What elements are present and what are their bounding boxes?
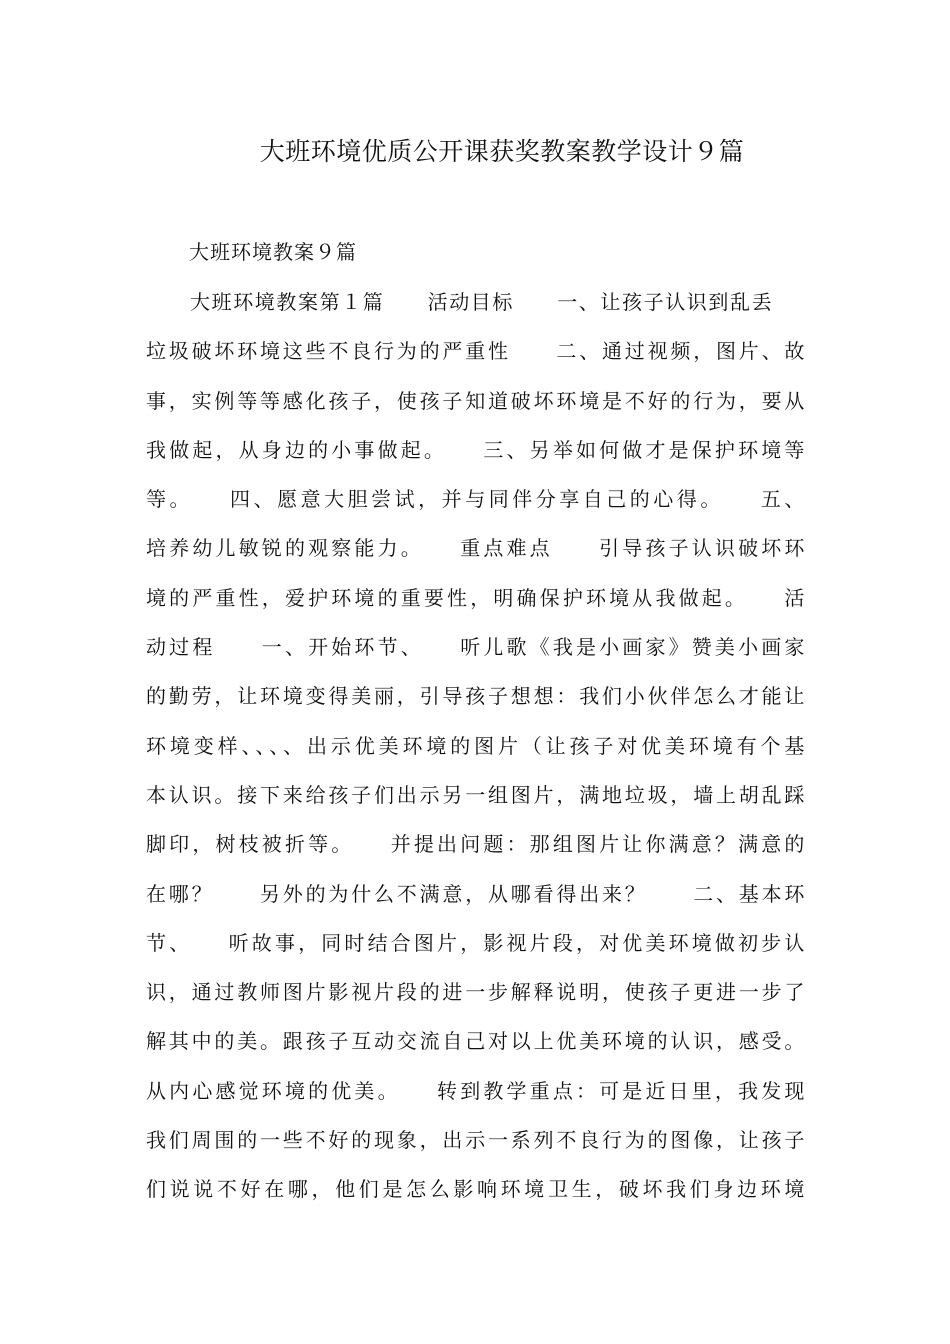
body-line: 我们周围的一些不好的现象，出示一系列不良行为的图像，让孩子	[146, 1128, 806, 1153]
body-line: 环境变样、、、、出示优美环境的图片（让孩子对优美环境有个基	[146, 733, 806, 758]
body-line: 动过程 一、开始环节、 听儿歌《我是小画家》赞美小画家	[146, 635, 806, 660]
body-line: 大班环境教案第１篇 活动目标 一、让孩子认识到乱丢	[190, 290, 774, 314]
body-line: 本认识。接下来给孩子们出示另一组图片，满地垃圾，墙上胡乱踩	[146, 782, 806, 807]
body-line: 脚印，树枝被折等。 并提出问题：那组图片让你满意？满意的	[146, 832, 806, 857]
body-line: 培养幼儿敏锐的观察能力。 重点难点 引导孩子认识破坏环	[146, 536, 806, 561]
body-line: 从内心感觉环境的优美。 转到教学重点：可是近日里，我发现	[146, 1078, 806, 1103]
body-line: 节、 听故事，同时结合图片，影视片段，对优美环境做初步认	[146, 930, 806, 955]
body-line: 们说说不好在哪，他们是怎么影响环境卫生，破坏我们身边环境	[146, 1177, 806, 1202]
document-subtitle: 大班环境教案９篇	[189, 240, 357, 264]
document-title: 大班环境优质公开课获奖教案教学设计９篇	[259, 137, 745, 166]
body-line: 在哪？ 另外的为什么不满意，从哪看得出来？ 二、基本环	[146, 881, 806, 906]
body-line: 事，实例等等感化孩子，使孩子知道破坏环境是不好的行为，要从	[146, 388, 806, 413]
body-line: 垃圾破坏环境这些不良行为的严重性 二、通过视频，图片、故	[146, 339, 806, 364]
body-line: 境的严重性，爱护环境的重要性，明确保护环境从我做起。 活	[146, 585, 806, 610]
body-line: 解其中的美。跟孩子互动交流自己对以上优美环境的认识，感受。	[146, 1029, 806, 1054]
body-text	[146, 282, 806, 1219]
body-line: 等。 四、愿意大胆尝试，并与同伴分享自己的心得。 五、	[146, 487, 806, 512]
body-line: 的勤劳，让环境变得美丽，引导孩子想想：我们小伙伴怎么才能让	[146, 684, 806, 709]
body-line: 识，通过教师图片影视片段的进一步解释说明，使孩子更进一步了	[146, 980, 806, 1005]
body-line: 我做起，从身边的小事做起。 三、另举如何做才是保护环境等	[146, 437, 806, 462]
